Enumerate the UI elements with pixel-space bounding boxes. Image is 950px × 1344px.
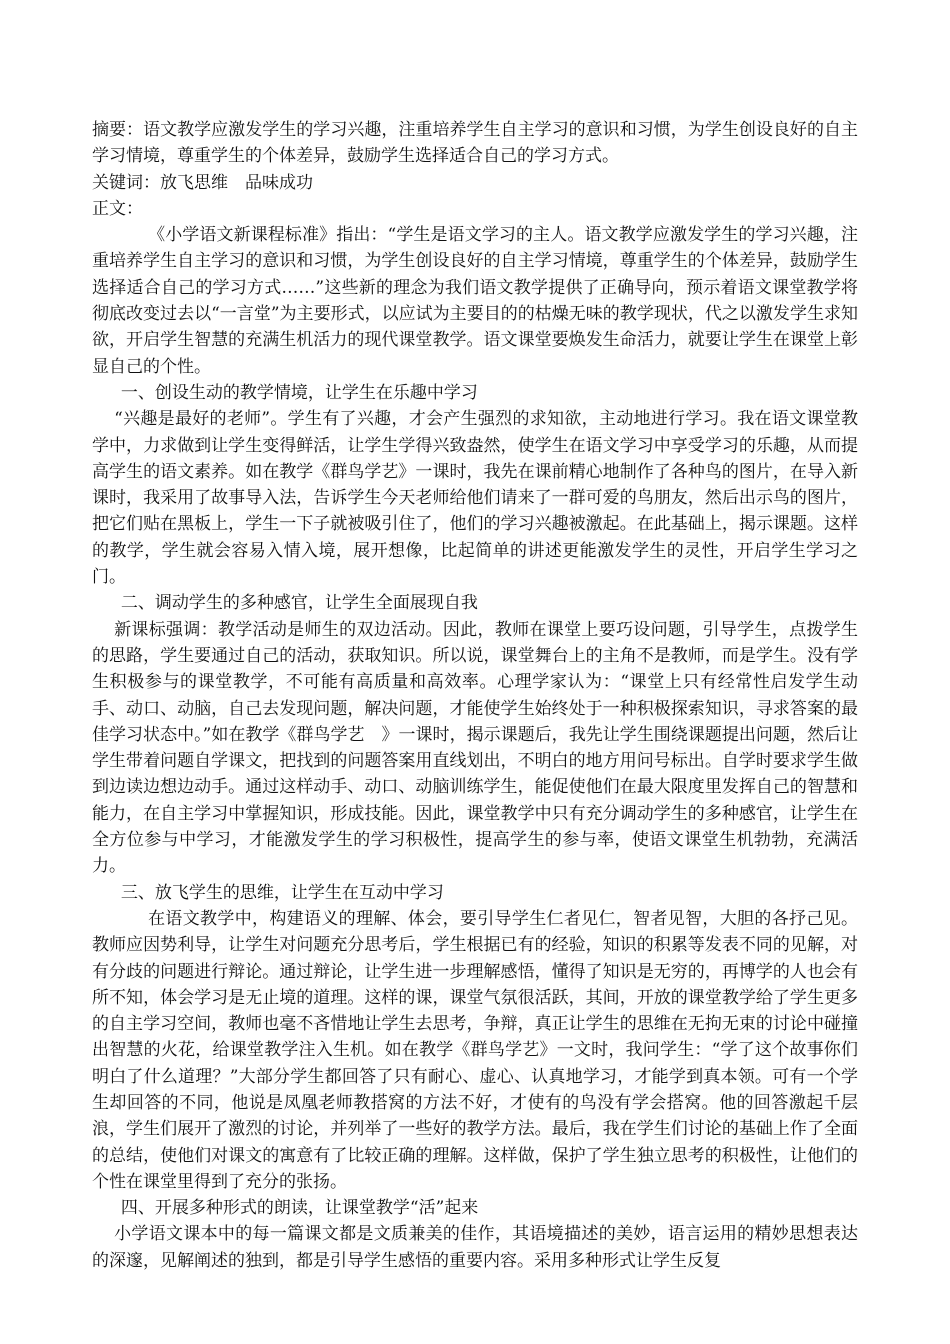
section-2-paragraph: 新课标强调：教学活动是师生的双边活动。因此，教师在课堂上要巧设问题，引导学生，点拨学生的思路，学生要通过自己的活动，获取知识。所以说，课堂舞台上的主角不是教师，而是学生。没有学生积极参与的课堂教学，不可能有高质量和高效率。心理学家认为：“课堂上只有经常性启发学生动手、动口、动脑，自己去发现问题，解决问题，才能使学生始终处于一种积极探索知识，寻求答案的最佳学习状态中。”如在教学《群鸟学艺 》一课时，揭示课题后，我先让学生围绕课题提出问题，然后让学生带着问题自学课文，把找到的问题答案用直线划出，不明白的地方用问号标出。自学时要求学生做到边读边想边动手。通过这样动手、动口、动脑训练学生，能促使他们在最大限度里发挥自己的智慧和能力，在自主学习中掌握知识，形成技能。因此，课堂教学中只有充分调动学生的多种感官，让学生在全方位参与中学习，才能激发学生的学习积极性，提高学生的参与率，使语文课堂生机勃勃，充满活力。 bbox=[92, 619, 858, 877]
section-3-paragraph: 在语文教学中，构建语义的理解、体会，要引导学生仁者见仁，智者见智，大胆的各抒己见。教师应因势利导，让学生对问题充分思考后，学生根据已有的经验，知识的积累等发表不同的见解，对有分歧的问题进行辩论。通过辩论，让学生进一步理解感悟，懂得了知识是无穷的，再博学的人也会有所不知，体会学习是无止境的道理。这样的课，课堂气氛很活跃，其间，开放的课堂教学给了学生更多的自主学习空间，教师也毫不吝惜地让学生去思考，争辩，真正让学生的思维在无拘无束的讨论中碰撞出智慧的火花，给课堂教学注入生机。如在教学《群鸟学艺》一文时，我问学生：“学了这个故事你们明白了什么道理？”大部分学生都回答了只有耐心、虚心、认真地学习，才能学到真本领。可有一个学生却回答的不同，他说是凤凰老师教搭窝的方法不好，才使有的鸟没有学会搭窝。他的回答激起千层浪，学生们展开了激烈的讨论，并列举了一些好的教学方法。最后，我在学生们讨论的基础上作了全面的总结，使他们对课文的寓意有了比较正确的理解。这样做，保护了学生独立思考的积极性，让他们的个性在课堂里得到了充分的张扬。 bbox=[92, 908, 858, 1192]
document-page bbox=[92, 117, 858, 1274]
section-1-paragraph: “兴趣是最好的老师”。学生有了兴趣，才会产生强烈的求知欲，主动地进行学习。我在语文课堂教学中，力求做到让学生变得鲜活，让学生学得兴致盎然，使学生在语文学习中享受学习的乐趣，从而提高学生的语文素养。如在教学《群鸟学艺》一课时，我先在课前精心地制作了各种鸟的图片，在导入新课时，我采用了故事导入法，告诉学生今天老师给他们请来了一群可爱的鸟朋友，然后出示鸟的图片，把它们贴在黑板上，学生一下子就被吸引住了，他们的学习兴趣被激起。在此基础上，揭示课题。这样的教学，学生就会容易入情入境，展开想像，比起简单的讲述更能激发学生的灵性，开启学生学习之门。 bbox=[92, 409, 858, 588]
intro-paragraph: 《小学语文新课程标准》指出：“学生是语文学习的主人。语文教学应激发学生的学习兴趣，注重培养学生自主学习的意识和习惯，为学生创设良好的自主学习情境，尊重学生的个体差异，鼓励学生选择适合自己的学习方式……”这些新的理念为我们语文教学提供了正确导向，预示着语文课堂教学将彻底改变过去以“一言堂”为主要形式，以应试为主要目的的枯燥无味的教学现状，代之以激发学生求知欲，开启学生智慧的充满生机活力的现代课堂教学。语文课堂要焕发生命活力，就要让学生在课堂上彰显自己的个性。 bbox=[92, 225, 858, 377]
abstract: 摘要：语文教学应激发学生的学习兴趣，注重培养学生自主学习的意识和习惯，为学生创设良好的自主学习情境，尊重学生的个体差异，鼓励学生选择适合自己的学习方式。 bbox=[92, 120, 858, 167]
keywords: 关键词：放飞思维 品味成功 bbox=[92, 172, 313, 193]
section-2-heading: 二、调动学生的多种感官，让学生全面展现自我 bbox=[120, 593, 478, 614]
section-4-heading: 四、开展多种形式的朗读，让课堂教学“活”起来 bbox=[120, 1198, 479, 1219]
section-1-heading: 一、创设生动的教学情境，让学生在乐趣中学习 bbox=[120, 382, 478, 403]
body-label: 正文： bbox=[92, 198, 143, 219]
section-4-paragraph: 小学语文课本中的每一篇课文都是文质兼美的佳作，其语境描述的美妙，语言运用的精妙思想表达的深邃，见解阐述的独到，都是引导学生感悟的重要内容。采用多种形式让学生反复 bbox=[92, 1224, 858, 1271]
section-3-heading: 三、放飞学生的思维，让学生在互动中学习 bbox=[120, 882, 444, 903]
